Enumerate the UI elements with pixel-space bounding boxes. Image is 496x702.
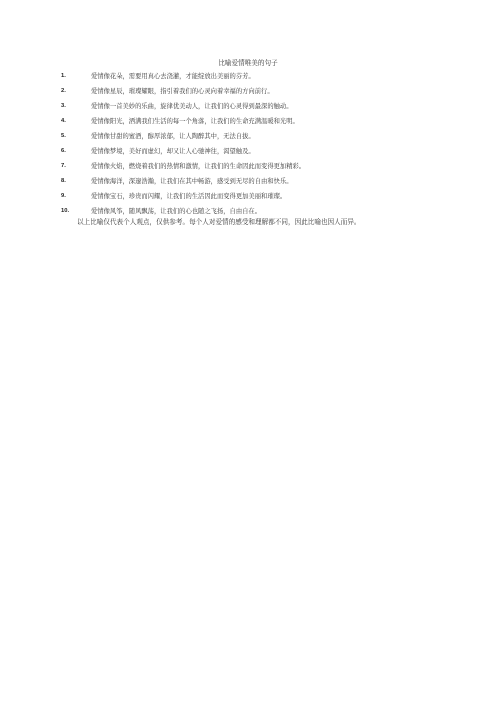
list-item-text: 爱情像花朵，需要用真心去浇灌，才能绽放出美丽的芬芳。 — [91, 73, 255, 80]
list-item-number: 1. — [61, 73, 66, 79]
metaphor-list — [61, 69, 461, 219]
list-item-text: 爱情像宝石，珍贵而闪耀，让我们的生活因此而变得更加美丽和璀璨。 — [91, 193, 287, 200]
list-item-number: 7. — [61, 163, 66, 169]
list-item-number: 2. — [61, 88, 66, 94]
list-item — [61, 174, 461, 189]
list-item-text: 爱情像阳光，洒满我们生活的每一个角落，让我们的生命充满温暖和光明。 — [91, 118, 299, 125]
list-item — [61, 144, 461, 159]
list-item — [61, 99, 461, 114]
list-item-text: 爱情像一首美妙的乐曲，旋律优美动人，让我们的心灵得到最深的触动。 — [91, 103, 293, 110]
list-item — [61, 129, 461, 144]
list-item — [61, 189, 461, 204]
list-item — [61, 69, 461, 84]
list-item-text: 爱情像梦境，美好而虚幻，却又让人心驰神往，渴望触及。 — [91, 148, 255, 155]
list-item — [61, 204, 461, 219]
list-item — [61, 159, 461, 174]
list-item-number: 4. — [61, 118, 66, 124]
list-item-number: 9. — [61, 193, 66, 199]
list-item-number: 6. — [61, 148, 66, 154]
footer-note: 以上比喻仅代表个人观点，仅供参考。每个人对爱情的感受和理解都不同，因此比喻也因人而异。 — [77, 218, 361, 226]
document-title: 比喻爱情唯美的句子 — [218, 59, 278, 67]
list-item — [61, 114, 461, 129]
list-item-text: 爱情像星辰，璀璨耀眼，指引着我们的心灵向着幸福的方向前行。 — [91, 88, 274, 95]
list-item-text: 爱情像火焰，燃烧着我们的热情和激情，让我们的生命因此而变得更加精彩。 — [91, 163, 306, 170]
list-item — [61, 84, 461, 99]
list-item-number: 8. — [61, 178, 66, 184]
list-item-number: 10. — [61, 208, 70, 214]
list-item-number: 3. — [61, 103, 66, 109]
list-item-text: 爱情像甘甜的蜜酒，醇厚浓郁，让人陶醉其中，无法自拔。 — [91, 133, 255, 140]
list-item-text: 爱情像海洋，深邃浩瀚，让我们在其中畅游，感受到无尽的自由和快乐。 — [91, 178, 293, 185]
list-item-number: 5. — [61, 133, 66, 139]
list-item-text: 爱情像风筝，随风飘荡，让我们的心也随之飞扬，自由自在。 — [91, 208, 262, 215]
